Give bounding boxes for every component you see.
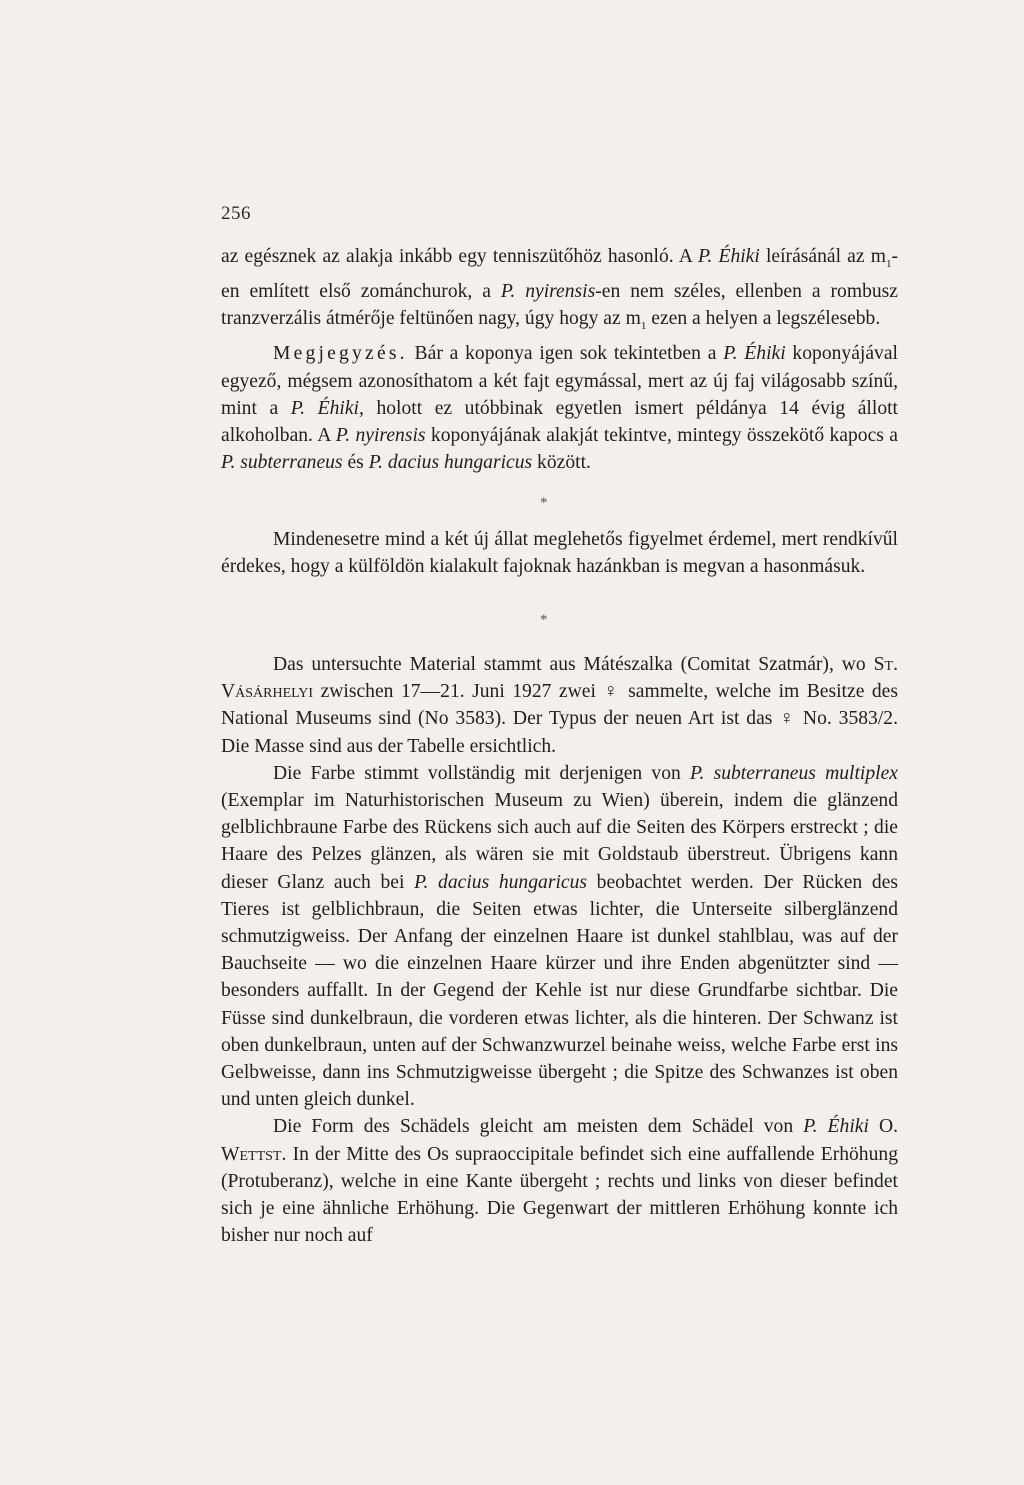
hungarian-closing-block bbox=[221, 526, 898, 580]
author-name: St. Vásárhelyi bbox=[221, 654, 898, 703]
page-number: 256 bbox=[221, 203, 251, 224]
hu-paragraph-1: az egésznek az alakja inkább egy tenniszütőhöz hasonló. A P. Éhiki leírásánál az $m_1-en$ említett első zománchurok, a P. nyirensis-en nem széles, ellenben a rombusz tranzverzális átmérője feltünően nagy, úgy hogy az $m_1$ ezen a helyen a legszélesebb. bbox=[221, 246, 898, 333]
german-text-block bbox=[221, 651, 898, 1249]
section-separator: * bbox=[540, 612, 548, 628]
de-paragraph-3: Die Form des Schädels gleicht am meisten dem Schädel von P. Éhiki O. Wettst. In der Mitte des Os supraoccipitale befindet sich eine auffallende Erhöhung (Protuberanz), welche in eine Kante übergeht ; rechts und links von dieser befindet sich je eine ähnliche Erhöhung. Die Gegenwart der mittleren Erhöhung konnte ich bisher nur noch auf bbox=[221, 1116, 899, 1247]
hu-paragraph-2: Megjegyzés. Bár a koponya igen sok tekintetben a P. Éhiki koponyájával egyező, mégsem azonosíthatom a két fajt egymással, mert az új faj világosabb színű, mint a P. Éhiki, holott ez utóbbinak egyetlen ismert példánya 14 évig állott alkoholban. A P. nyirensis koponyájának alakját tekintve, mintegy összekötő kapocs a P. subterraneus és P. dacius hungaricus között. bbox=[221, 343, 899, 474]
hungarian-text-block bbox=[221, 243, 898, 476]
author-name: Wettst. bbox=[221, 1143, 287, 1165]
de-paragraph-1: Das untersuchte Material stammt aus Mátészalka (Comitat Szatmár), wo St. Vásárhelyi zwischen 17—21. Juni 1927 zwei ♀ sammelte, welche im Besitze des National Museums sind (No 3583). Der Typus der neuen Art ist das ♀ No. 3583/2. Die Masse sind aus der Tabelle ersichtlich. bbox=[221, 654, 898, 757]
hu-paragraph-3: Mindenesetre mind a két új állat meglehetős figyelmet érdemel, mert rendkívűl érdekes, hogy a külföldön kialakult fajoknak hazánkban is megvan a hasonmásuk. bbox=[221, 529, 898, 578]
section-separator: * bbox=[540, 495, 548, 511]
remark-label: Megjegyzés. bbox=[273, 343, 408, 365]
de-paragraph-2: Die Farbe stimmt vollständig mit derjenigen von P. subterraneus multiplex (Exemplar im Naturhistorischen Museum zu Wien) überein, indem die glänzend gelblichbraune Farbe des Rückens sich auch auf die Seiten des Körpers erstreckt ; die Haare des Pelzes glänzen, als wären sie mit Goldstaub überstreut. Übrigens kann dieser Glanz auch bei P. dacius hungaricus beobachtet werden. Der Rücken des Tieres ist gelblichbraun, die Seiten etwas lichter, die Unterseite silberglänzend schmutzigweiss. Der Anfang der einzelnen Haare ist dunkel stahlblau, was auf der Bauchseite — wo die einzelnen Haare kürzer und ihre Enden abgenützter sind — besonders auffallt. In der Gegend der Kehle ist nur diese Grundfarbe sichtbar. Die Füsse sind dunkelbraun, die vorderen etwas lichter, als die hinteren. Der Schwanz ist oben dunkelbraun, unten auf der Schwanzwurzel beinahe weiss, welche Farbe erst ins Gelbweisse, dann ins Schmutzigweisse übergeht ; die Spitze des Schwanzes ist oben und unten gleich dunkel. bbox=[221, 762, 899, 1111]
